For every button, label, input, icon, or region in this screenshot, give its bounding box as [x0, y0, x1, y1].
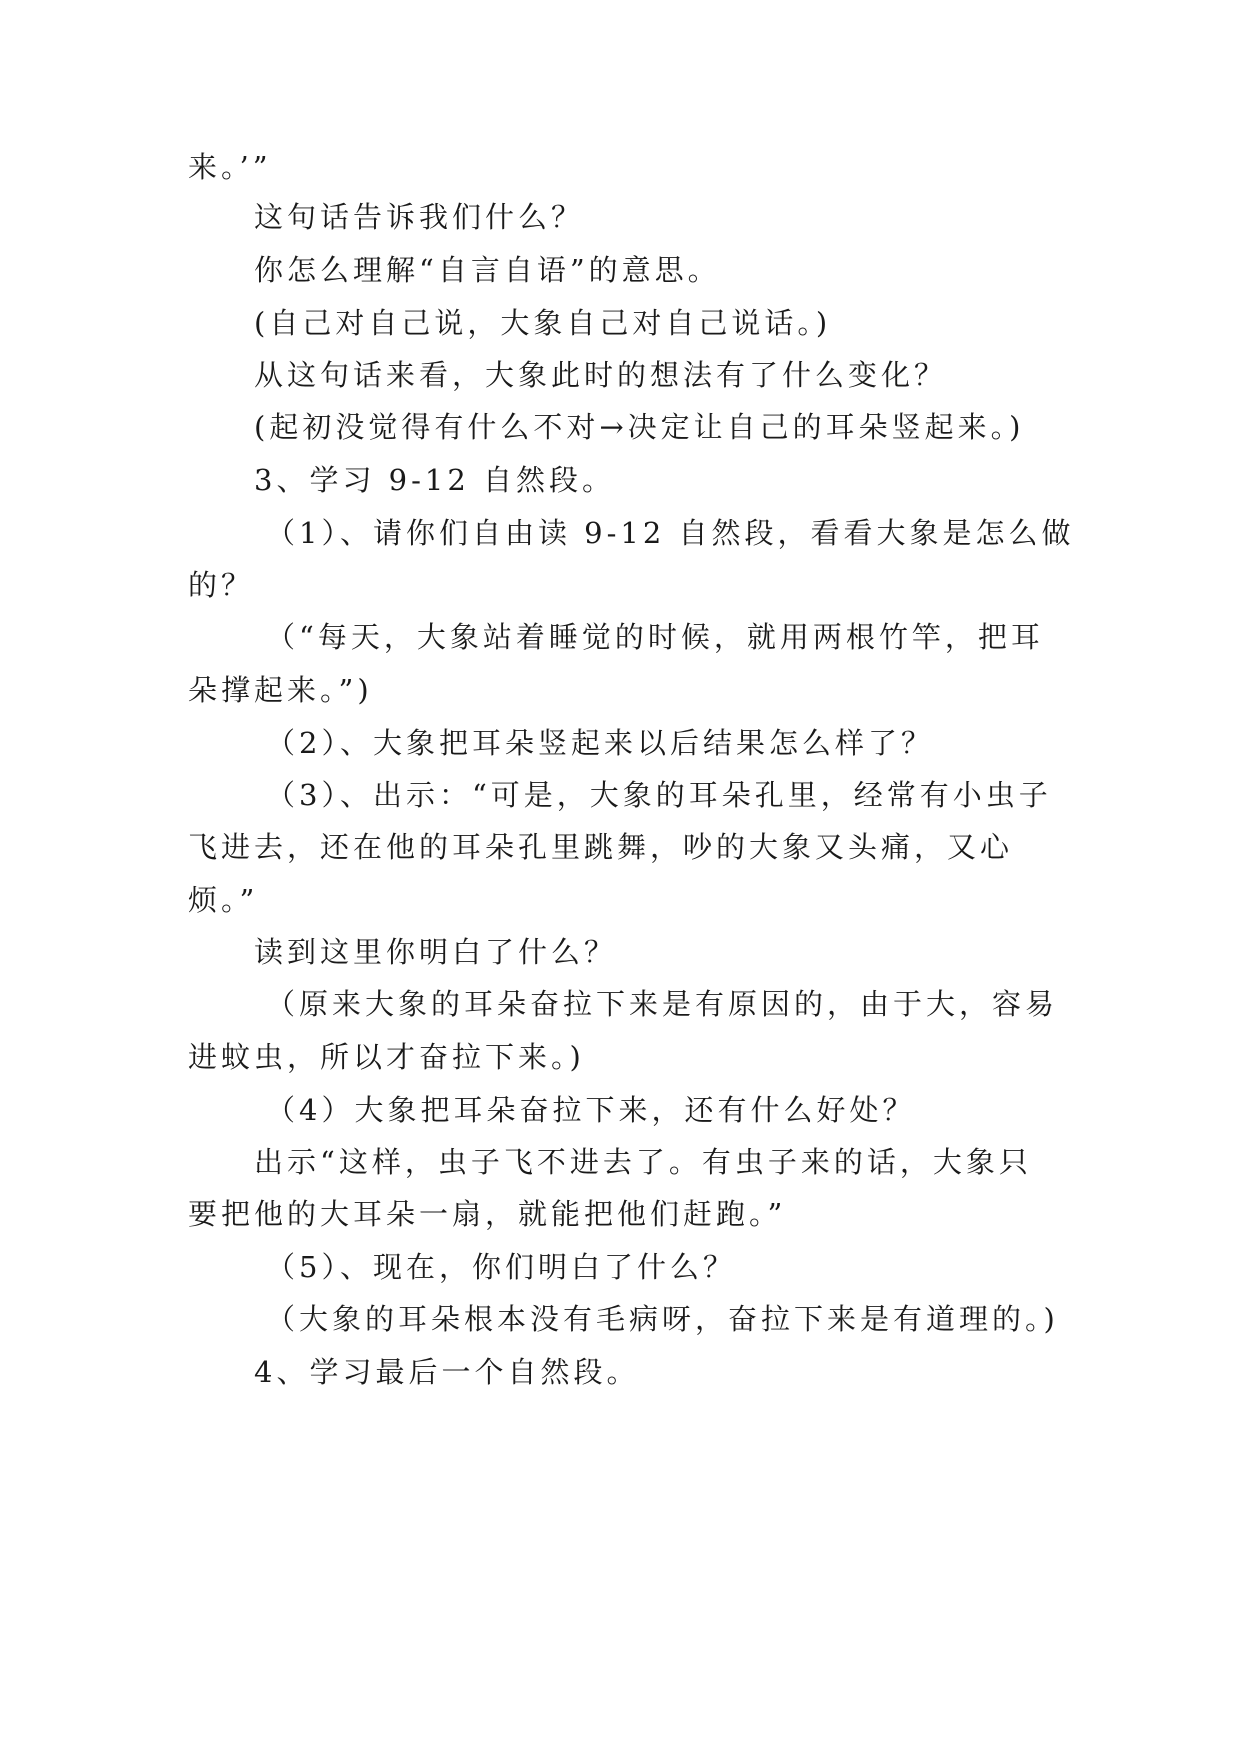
text-line: 你怎么理解“自言自语”的意思。 [254, 253, 721, 287]
text-line: 要把他的大耳朵一扇，就能把他们赶跑。” [188, 1197, 787, 1231]
section-heading: 3、学习 9-12 自然段。 [254, 463, 616, 497]
section-heading: 4、学习最后一个自然段。 [254, 1355, 640, 1389]
text-line: （“每天，大象站着睡觉的时候，就用两根竹竿，把耳 [266, 620, 1044, 654]
text-line: 进蚊虫，所以才奋拉下来。) [188, 1040, 585, 1074]
text-line: 读到这里你明白了什么？ [254, 935, 618, 969]
text-line: 朵撑起来。”) [188, 673, 373, 707]
text-line: （大象的耳朵根本没有毛病呀，奋拉下来是有道理的。) [266, 1302, 1059, 1336]
text-line: （5）、现在，你们明白了什么？ [266, 1250, 736, 1284]
text-line: 这句话告诉我们什么？ [254, 200, 585, 234]
text-line: （2）、大象把耳朵竖起来以后结果怎么样了？ [266, 726, 934, 760]
text-line: （1）、请你们自由读 9-12 自然段，看看大象是怎么做 [266, 516, 1075, 550]
text-line: （3）、出示：“可是，大象的耳朵孔里，经常有小虫子 [266, 778, 1052, 812]
text-line: 飞进去，还在他的耳朵孔里跳舞，吵的大象又头痛，又心 [188, 830, 1014, 864]
text-line: 的？ [188, 568, 255, 602]
text-line: 从这句话来看，大象此时的想法有了什么变化？ [254, 358, 948, 392]
text-line: 来。’” [188, 150, 272, 184]
text-line: (起初没觉得有什么不对→决定让自己的耳朵竖起来。) [254, 410, 1025, 444]
text-line: （原来大象的耳朵奋拉下来是有原因的，由于大，容易 [266, 987, 1059, 1021]
text-line: 烦。” [188, 883, 259, 917]
text-line: （4）大象把耳朵奋拉下来，还有什么好处？ [266, 1093, 916, 1127]
text-line: (自己对自己说，大象自己对自己说话。) [254, 306, 832, 340]
text-line: 出示“这样，虫子飞不进去了。有虫子来的话，大象只 [254, 1145, 1032, 1179]
